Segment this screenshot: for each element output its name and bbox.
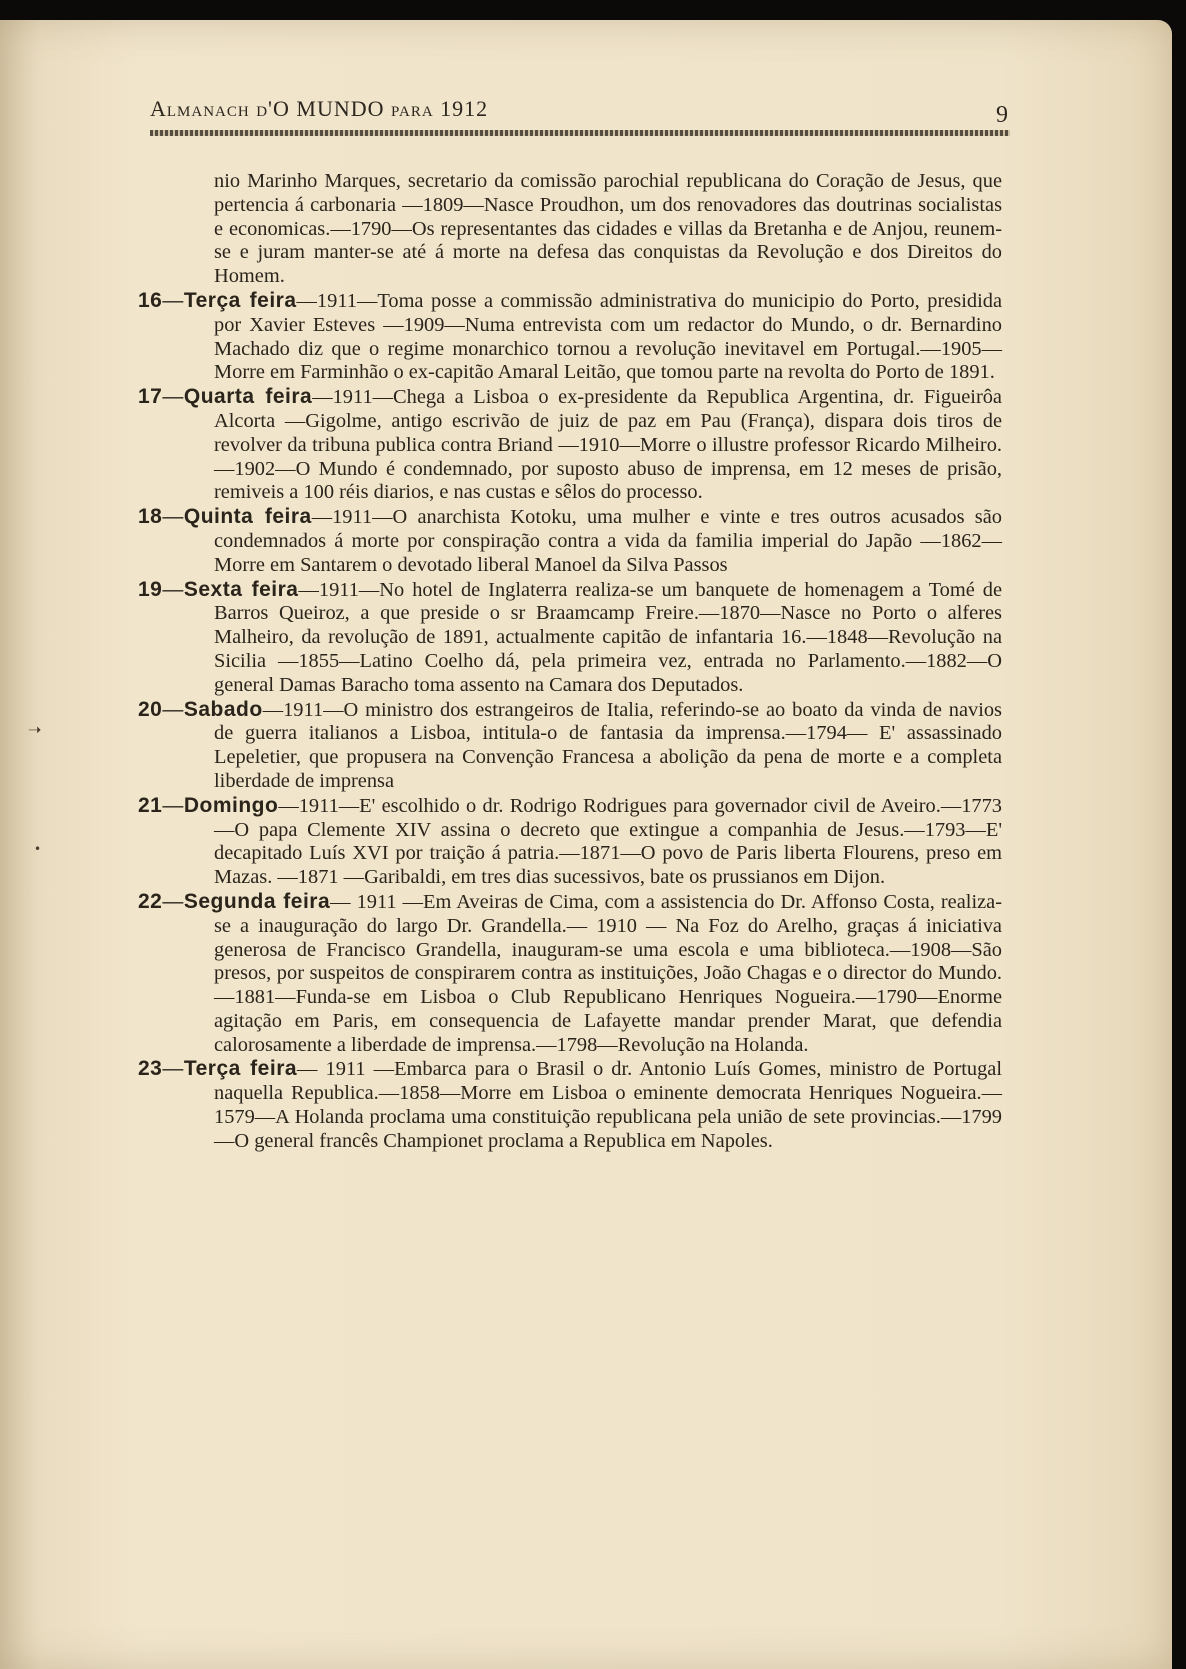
day-number: 20 xyxy=(138,697,163,721)
weekday-name: Segunda feira xyxy=(183,889,331,913)
weekday-name: Quarta feira xyxy=(183,385,313,409)
intro-paragraph: nio Marinho Marques, secretario da comissão parochial republicana do Coração de Jesus, que pertencia á carbonaria —1809—Nasce Proudhon, um dos renovadores das doutrinas socialistas e economicas.—1790—Os representantes das cidades e villas da Bretanha e de Anjou, reunem-se e juram manter-se até á morte na defesa das conquistas da Revolução e dos Direitos do Homem. xyxy=(214,170,1002,288)
day-number: 22 xyxy=(138,889,163,913)
day-heading xyxy=(138,385,312,408)
entry-text: — 1911 —Em Aveiras de Cima, com a assistencia do Dr. Affonso Costa, realiza-se a inauguração do largo Dr. Grandella.— 1910 — Na Foz do Arelho, graças á iniciativa generosa de Francisco Grandella, inauguram-se uma escola e uma biblioteca.—1908—São presos, por suspeitos de conspirarem contra as instituições, João Chagas e o director do Mundo.—1881—Funda-se em Lisboa o Club Republicano Henriques Nogueira.—1790—Enorme agitação em Paris, em consequencia de Lafayette mandar prender Marat, que defendia calorosamente a liberdade de imprensa.—1798—Revolução na Holanda. xyxy=(214,890,1003,1056)
day-dash: — xyxy=(162,1057,184,1081)
day-entry xyxy=(140,289,1002,385)
page-number: 9 xyxy=(996,102,1008,128)
day-number: 16 xyxy=(138,288,163,312)
weekday-name: Sexta feira xyxy=(183,577,299,601)
weekday-name: Sabado xyxy=(183,697,263,721)
day-entry xyxy=(140,578,1002,698)
day-dash: — xyxy=(162,385,184,409)
day-entry xyxy=(140,385,1002,505)
decorative-rule xyxy=(150,130,1010,136)
day-number: 17 xyxy=(138,385,163,409)
day-entry xyxy=(140,794,1002,890)
margin-arrow-icon: ➝ xyxy=(28,720,42,739)
entry-text: —1911—O ministro dos estrangeiros de Italia, referindo-se ao boato da vinda de navios de guerra italianos a Lisboa, intitula-o de fantasia da imprensa.—1794— E' assassinado Lepeletier, que propusera na Convenção Francesa a abolição da pena de morte e a completa liberdade de imprensa xyxy=(214,698,1002,792)
day-entry xyxy=(140,1057,1002,1153)
weekday-name: Quinta feira xyxy=(183,505,312,529)
day-dash: — xyxy=(162,889,184,913)
chronicle-text xyxy=(140,170,1002,1154)
entry-text: — 1911 —Embarca para o Brasil o dr. Antonio Luís Gomes, ministro de Portugal naquella Republica.—1858—Morre em Lisboa o eminente democrata Henriques Nogueira.—1579—A Holanda proclama uma constituição republicana pela união de sete provincias.—1799 —O general francês Championet proclama a Republica em Napoles. xyxy=(214,1058,1003,1152)
day-entry xyxy=(140,505,1002,577)
entry-text: —1911—Toma posse a commissão administrativa do municipio do Porto, presidida por Xavier Esteves —1909—Numa entrevista com um redactor do Mundo, o dr. Bernardino Machado diz que o regime monarchico tornou a revolução inevitavel em Portugal.—1905—Morre em Farminhão o ex-capitão Amaral Leitão, que tomou parte na revolta do Porto de 1891. xyxy=(214,289,1003,384)
day-entry xyxy=(140,698,1002,794)
day-entry xyxy=(140,890,1002,1058)
day-entries xyxy=(140,289,1002,1154)
day-heading xyxy=(138,1057,297,1080)
margin-dot-icon: • xyxy=(34,842,42,856)
day-dash: — xyxy=(162,697,184,721)
entry-text: —1911—E' escolhido o dr. Rodrigo Rodrigues para governador civil de Aveiro.—1773—O papa Clemente XIV assina o decreto que extingue a companhia de Jesus.—1793—E' decapitado Luís XVI por traição á patria.—1871—O povo de Paris liberta Flourens, preso em Mazas. —1871 —Garibaldi, em tres dias sucessivos, bate os prussianos em Dijon. xyxy=(214,794,1002,889)
day-heading xyxy=(138,890,330,913)
day-number: 23 xyxy=(138,1057,163,1081)
entry-text: —1911—O anarchista Kotoku, uma mulher e vinte e tres outros acusados são condemnados á morte por conspiração contra a vida da familia imperial do Japão —1862—Morre em Santarem o devotado liberal Manoel da Silva Passos xyxy=(214,506,1002,576)
entry-text: —1911—No hotel de Inglaterra realiza-se um banquete de homenagem a Tomé de Barros Queiroz, a que preside o sr Braamcamp Freire.—1870—Nasce no Porto o alferes Malheiro, da revolução de 1891, actualmente capitão de infantaria 16.—1848—Revolução na Sicilia —1855—Latino Coelho dá, pela primeira vez, entrada no Parlamento.—1882—O general Damas Baracho toma assento na Camara dos Deputados. xyxy=(214,578,1002,696)
weekday-name: Domingo xyxy=(183,793,279,817)
day-heading xyxy=(138,794,278,817)
running-title: Almanach d'O MUNDO para 1912 xyxy=(150,96,489,121)
day-heading xyxy=(138,698,263,721)
entry-text: —1911—Chega a Lisboa o ex-presidente da Republica Argentina, dr. Figueirôa Alcorta —Gigolme, antigo escrivão de juiz de paz em Pau (França), dispara dois tiros de revolver da tribuna publica contra Briand —1910—Morre o illustre professor Ricardo Milheiro.—1902—O Mundo é condemnado, por suposto abuso de imprensa, em 12 meses de prisão, remiveis a 100 réis diarios, e nas custas e sêlos do processo. xyxy=(214,386,1002,504)
day-dash: — xyxy=(162,577,184,601)
weekday-name: Terça feira xyxy=(183,1057,298,1081)
running-header xyxy=(150,82,1010,126)
day-dash: — xyxy=(162,793,184,817)
day-dash: — xyxy=(162,505,184,529)
day-heading xyxy=(138,289,297,312)
day-dash: — xyxy=(162,288,184,312)
day-number: 21 xyxy=(138,793,163,817)
day-heading xyxy=(138,505,312,528)
weekday-name: Terça feira xyxy=(183,288,297,312)
day-number: 19 xyxy=(138,577,163,601)
day-heading xyxy=(138,578,298,601)
day-number: 18 xyxy=(138,505,163,529)
